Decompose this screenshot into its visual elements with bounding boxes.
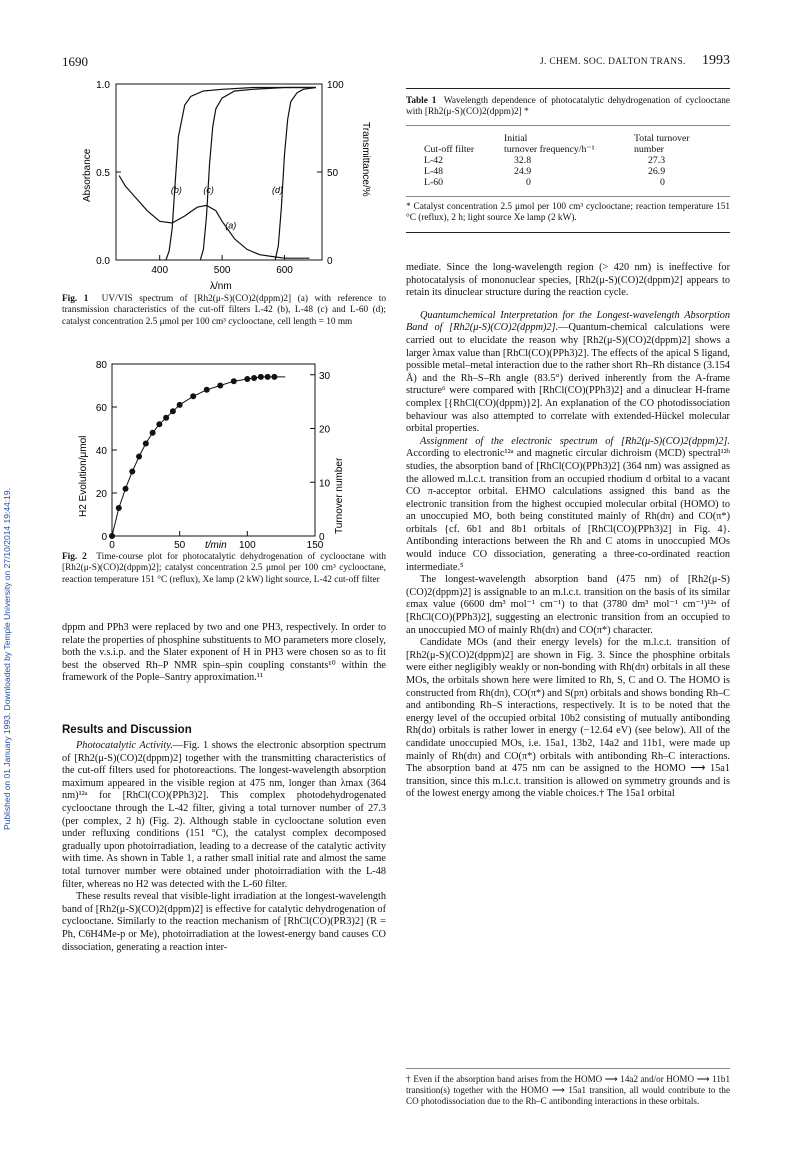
- fig1-right-tick-label: 0: [327, 256, 333, 267]
- fig2-caption-label: Fig. 2: [62, 552, 87, 562]
- fig1-ylabel-left: Absorbance: [82, 148, 93, 202]
- right-paragraph-3-text: According to electronic¹²ᵃ and magnetic circular dichroism (MCD) spectral¹²ᵇ studies, the absorption band of [RhCl(CO)(PPh3)2] (364 nm) was assigned as the allowed m.l.c.t. transition from an occupied rhodium d orbital to a vacant CO π-acceptor orbital. EHMO calculations assigned this band as the electronic transition from the highest occupied molecular orbital (HOMO) to an unoccupied MO, both being constituted mainly of Rh(dπ) and CO(π*) orbitals {cf. 6b1 and 8b1 orbitals of [RhCl(CO)(PPh3)2] in Fig. 4}. Antibonding interactions between the Rh and C atoms in unoccupied MOs would induce CO dissociation, generating a three-co-ordinated reaction intermediate.⁵: [406, 448, 730, 573]
- fig1-right-tick-label: 50: [327, 168, 339, 179]
- fig2-point: [177, 402, 183, 408]
- table1-col2-line1: Initial: [504, 133, 528, 144]
- right-paragraph-1: mediate. Since the long-wavelength region (> 420 nm) is ineffective for photocatalysis of mononuclear species, [Rh2(μ-S)(CO)2(dppm)2] appears to retain its dinuclear structure during the reaction cycle.: [406, 262, 730, 299]
- fig1-left-tick-label: 0.0: [96, 256, 110, 267]
- right-paragraph-2-text: —Quantum-chemical calculations were carried out to elucidate the reason why [Rh2(μ-S)(CO)2(dppm)2] shows a larger λmax value than [RhCl(CO)(PPh3)2]. The effects of the apical S ligand, possible metal–metal interaction due to the rather short Rh–Rh distance (3.154 Å) and the Rh–S–Rh angle (83.5°) derived inherently from the A-frame structure⁶ were compared with [RhCl(CO)(PPh3)2] and a dinuclear H-frame complex [{RhCl(CO)(dppm)}2]. An explanation of the CO photodissociation behaviour was also attempted to correlate with extended-Hückel molecular orbital properties.: [406, 322, 730, 435]
- table1-title-text: Wavelength dependence of photocatalytic dehydrogenation of cyclooctane with [Rh2(μ-S)(CO)2(dppm)2] *: [406, 96, 730, 118]
- table1-footnote: * Catalyst concentration 2.5 μmol per 100 cm³ cyclooctane; reaction temperature 151 °C (reflux), 2 h; light source Xe lamp (2 kW).: [406, 202, 730, 224]
- fig2-point: [265, 374, 271, 380]
- fig2-left-tick-label: 40: [95, 446, 107, 457]
- fig2-caption-text: Time-course plot for photocatalytic dehydrogenation of cyclooctane with [Rh2(μ-S)(CO)2(dppm)2]; catalyst concentration 2.5 μmol per 100 cm³ cyclooctane, reaction temperature 151 °C (reflux), Xe lamp (2 kW) light source, L-42 cut-off filter: [62, 552, 386, 585]
- table-top-rule: [406, 88, 730, 89]
- table1-col2-line2: turnover frequency/h⁻¹: [504, 144, 595, 155]
- fig2-right-tick-label: 0: [319, 532, 325, 543]
- download-watermark: [2, 270, 16, 830]
- fig1-caption-text: UV/VIS spectrum of [Rh2(μ-S)(CO)2(dppm)2] (a) with reference to transmission characteristics of the cut-off filters L-42 (b), L-48 (c) and L-60 (d); catalyst concentration 2.5 μmol per 100 cm³ cyclooctane, cell length = 10 mm: [62, 294, 386, 327]
- right-paragraph-3: [406, 436, 730, 575]
- fig2-left-tick-label: 60: [95, 403, 107, 414]
- fig2-x-tick-label: 0: [109, 540, 115, 550]
- left-paragraph-2-text: —Fig. 1 shows the electronic absorption spectrum of [Rh2(μ-S)(CO)2(dppm)2] together with the transmitting characteristics of the cut-off filters used for photoreactions. The longest-wavelength absorption maximum appeared in the visible region at 475 nm, longer than λmax (364 nm)¹²ᵃ for [RhCl(CO)(PPh3)2]. This complex photodehydrogenated cyclooctane through the L-42 filter, giving a total turnover number of 27.3 (per complex, 2 h) (Fig. 2). Although stable in cyclooctane solution even under refluxing conditions (151 °C), the catalyst complex decomposed gradually upon photoirradiation, leading to a decrease of the catalytic activity with time. As shown in Table 1, a rather small initial rate and almost the same total turnover number were obtained under photoirradiation with the L-48 filter, whereas no H2 was detected with the L-60 filter.: [62, 740, 386, 890]
- section-heading: Results and Discussion: [62, 724, 192, 736]
- fig2-point: [190, 393, 196, 399]
- fig1-chart: [60, 72, 380, 292]
- fig2-xlabel: t/min: [205, 540, 227, 550]
- right-paragraph-3-head: Assignment of the electronic spectrum of [Rh2(μ-S)(CO)2(dppm)2].: [420, 435, 730, 447]
- fig2-x-tick-label: 150: [306, 540, 324, 550]
- fig2-caption: [62, 552, 386, 586]
- fig1-left-tick-label: 0.5: [96, 168, 110, 179]
- fig2-point: [109, 533, 115, 539]
- journal-name: J. CHEM. SOC. DALTON TRANS.: [540, 57, 686, 67]
- watermark-text: Published on 01 January 1993. Downloaded by Temple University on 27/10/2014 19:44:19.: [2, 488, 12, 830]
- left-paragraph-2: [62, 740, 386, 891]
- table-row: [424, 177, 724, 188]
- table-bottom-rule: [406, 196, 730, 197]
- table1-col1: Cut-off filter: [424, 144, 475, 155]
- fig2-point: [143, 441, 149, 447]
- table1-col3-line2: number: [634, 144, 664, 155]
- table-cell: 32.8: [514, 155, 532, 166]
- fig2-left-tick-label: 80: [95, 360, 107, 371]
- left-paragraph-2-head: Photocatalytic Activity.: [76, 740, 173, 751]
- table-end-rule: [406, 232, 730, 233]
- table-cell: 27.3: [648, 155, 666, 166]
- left-paragraph-3: These results reveal that visible-light irradiation at the longest-wavelength band of [Rh2(μ-S)(CO)2(dppm)2] is effective for catalytic dehydrogenation of cyclooctane. Similarly to the reaction mechanism of [RhCl(CO)(PR3)2] (R = Ph, C6H4Me-p or Me), photoirradiation at the lowest-energy band causes CO dissociation, generating a reaction inter-: [62, 891, 386, 953]
- table1: [424, 133, 724, 188]
- table-row: [424, 155, 724, 166]
- table-cell: 24.9: [514, 166, 532, 177]
- table-cell: 26.9: [648, 166, 666, 177]
- fig1-xlabel: λ/nm: [210, 281, 232, 292]
- fig2-point: [129, 469, 135, 475]
- table1-label: Table 1: [406, 96, 437, 106]
- right-paragraph-2-head: Quantumchemical Interpretation for the Longest-wavelength Absorption Band of [Rh2(μ-S)(CO)2(dppm)2].: [406, 309, 730, 334]
- table-row: [424, 166, 724, 177]
- fig1-frame: [116, 84, 322, 260]
- right-footnote: † Even if the absorption band arises from the HOMO ⟶ 14a2 and/or HOMO ⟶ 11b1 transition(s) together with the HOMO ⟶ 15a1 transition, all would contribute to the CO photodissociation due to the Rh–C antibonding interactions in these orbitals.: [406, 1074, 730, 1106]
- fig2-point: [251, 375, 257, 381]
- fig1-curve-label-d: (d): [272, 185, 284, 196]
- fig1-caption: [62, 294, 386, 328]
- footnote-rule: [406, 1068, 730, 1069]
- fig2-point: [123, 486, 129, 492]
- journal-year: 1993: [702, 53, 730, 68]
- fig2-right-tick-label: 20: [319, 424, 331, 436]
- fig2-point: [204, 387, 210, 393]
- fig2-x-tick-label: 100: [238, 540, 256, 550]
- fig2-point: [244, 376, 250, 382]
- fig2-right-tick-label: 10: [319, 478, 331, 490]
- fig1-x-tick-label: 600: [276, 265, 293, 276]
- fig2-left-tick-label: 20: [95, 489, 107, 500]
- fig1-x-tick-label: 400: [151, 265, 169, 276]
- fig2-point: [156, 421, 162, 427]
- fig1-series-2: [200, 88, 315, 261]
- fig1-series-1: [166, 88, 316, 261]
- fig1-right-tick-label: 100: [327, 80, 344, 91]
- fig2-point: [258, 374, 264, 380]
- fig1-curve-label-a: (a): [225, 220, 237, 231]
- fig1-caption-label: Fig. 1: [62, 294, 89, 304]
- table-cell: 0: [660, 177, 665, 188]
- fig2-point: [271, 374, 277, 380]
- table1-title: [406, 96, 730, 119]
- fig2-point: [163, 415, 169, 421]
- fig2-point: [217, 383, 223, 389]
- table-cell: L-42: [424, 155, 444, 166]
- table1-col3-line1: Total turnover: [634, 133, 690, 144]
- right-paragraph-4: The longest-wavelength absorption band (475 nm) of [Rh2(μ-S)(CO)2(dppm)2] is assignable to an m.l.c.t. transition on the basis of its similar εmax value (6600 dm³ mol⁻¹ cm⁻¹) to that (3780 dm³ mol⁻¹ cm⁻¹)¹²ᵃ of [RhCl(CO)(PPh3)2], suggesting an electronic transition from an occupied to an unoccupied MO of mainly Rh(dπ) and CO(π*) character.: [406, 574, 730, 636]
- table-cell: 0: [526, 177, 531, 188]
- fig1-curve-label-b: (b): [170, 185, 182, 196]
- fig2-x-tick-label: 50: [174, 540, 186, 550]
- right-paragraph-2: [406, 310, 730, 436]
- fig1-series-3: [275, 88, 316, 261]
- fig2-point: [136, 453, 142, 459]
- fig2-right-tick-label: 30: [319, 370, 331, 382]
- fig1-curve-label-c: (c): [203, 185, 214, 196]
- fig2-left-tick-label: 0: [101, 532, 107, 543]
- table-cell: L-60: [424, 177, 444, 188]
- table-cell: L-48: [424, 166, 444, 177]
- left-body-2: [62, 740, 386, 954]
- fig2-point: [231, 378, 237, 384]
- right-paragraph-5: Candidate MOs (and their energy levels) for the m.l.c.t. transition of [Rh2(μ-S)(CO)2(dppm)2] are shown in Fig. 3. Since the phosphine orbitals were either negligibly weakly or non-bonding with Rh(dπ) orbitals in all these MOs, the orbitals shown here were limited to Rh, S, C and O. The HOMO is constructed from Rh(dπ), CO(π*) and S(pπ) orbitals and shows bonding Rh–C and antibonding Rh–S interactions, respectively. It is to be noted that the energy level of the occupied orbital 10b2 consisting of mutually antibonding Rh(dσ) orbitals is rather lower in energy (−12.64 eV) (see below). All of the candidate unoccupied MOs, i.e. 15a1, 13b2, 14a2 and 11b1, were made up mainly of Rh(dπ) and CO(π*) orbitals with antibonding Rh–C interactions. The absorption band at 475 nm can be assigned to the HOMO ⟶ 15a1 transition, since this m.l.c.t. transition is allowed on symmetry grounds and is of the lowest energy among the viable choices.† The 15a1 orbital: [406, 637, 730, 800]
- fig2-ylabel-left: H2 Evolution/μmol: [78, 435, 89, 517]
- fig2-point: [150, 430, 156, 436]
- fig1-left-tick-label: 1.0: [96, 80, 110, 91]
- page-number: 1690: [62, 54, 88, 69]
- fig2-point: [170, 408, 176, 414]
- fig1-x-tick-label: 500: [213, 265, 231, 276]
- fig2-ylabel-right: Turnover number: [334, 457, 345, 534]
- right-body: [406, 262, 730, 801]
- left-paragraph-1: dppm and PPh3 were replaced by two and one PH3, respectively. In order to relate the properties of phosphine substituents to MO parameters more closely, both the v.s.i.p. and the Slater exponent of H in PH3 were chosen so as to fit best the observed Rh–P NMR spin–spin coupling constants¹⁰ within the framework of the Pople–Santry approximation.¹¹: [62, 622, 386, 684]
- fig2-chart: [60, 352, 380, 550]
- table-header-rule: [406, 125, 730, 126]
- left-body: [62, 622, 386, 685]
- fig2-point: [116, 505, 122, 511]
- fig1-ylabel-right: Transmittance/%: [360, 122, 371, 197]
